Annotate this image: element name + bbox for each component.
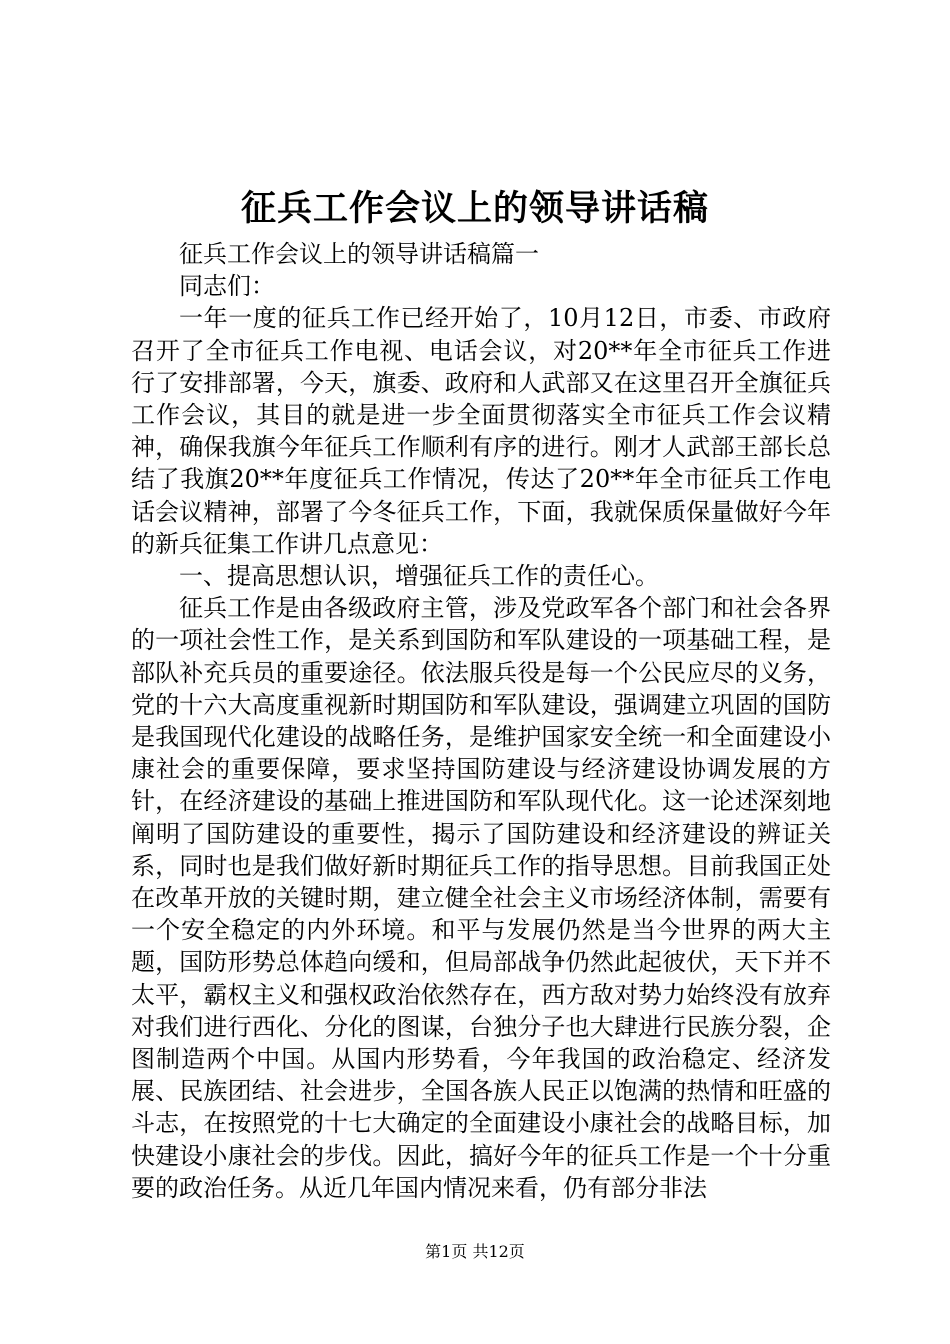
body-paragraph: 征兵工作是由各级政府主管，涉及党政军各个部门和社会各界的一项社会性工作，是关系到国防和军队建设的一项基础工程，是部队补充兵员的重要途径。依法服兵役是每一个公民应尽的义务，党的十六大高度重视新时期国防和军队建设，强调建立巩固的国防是我国现代化建设的战略任务，是维护国家安全统一和全面建设小康社会的重要保障，要求坚持国防建设与经济建设协调发展的方针，在经济建设的基础上推进国防和军队现代化。这一论述深刻地阐明了国防建设的重要性，揭示了国防建设和经济建设的辨证关系，同时也是我们做好新时期征兵工作的指导思想。目前我国正处在改革开放的关键时期，建立健全社会主义市场经济体制，需要有一个安全稳定的内外环境。和平与发展仍然是当今世界的两大主题，国防形势总体趋向缓和，但局部战争仍然此起彼伏，天下并不太平，霸权主义和强权政治依然存在，西方敌对势力始终没有放弃对我们进行西化、分化的图谋，台独分子也大肆进行民族分裂，企图制造两个中国。从国内形势看，今年我国的政治稳定、经济发展、民族团结、社会进步，全国各族人民正以饱满的热情和旺盛的斗志，在按照党的十七大确定的全面建设小康社会的战略目标，加快建设小康社会的步伐。因此，搞好今年的征兵工作是一个十分重要的政治任务。从近几年国内情况来看，仍有部分非法	[131, 594, 831, 1202]
document-body	[131, 238, 831, 1204]
salutation: 同志们：	[179, 272, 275, 301]
page-number-footer: 第1页 共12页	[425, 1242, 525, 1261]
body-paragraph: 一年一度的征兵工作已经开始了，10月12日，市委、市政府召开了全市征兵工作电视、电话会议，对20**年全市征兵工作进行了安排部署，今天，旗委、政府和人武部又在这里召开全旗征兵工作会议，其目的就是进一步全面贯彻落实全市征兵工作会议精神，确保我旗今年征兵工作顺利有序的进行。刚才人武部王部长总结了我旗20**年度征兵工作情况，传达了20**年全市征兵工作电话会议精神，部署了今冬征兵工作，下面，我就保质保量做好今年的新兵征集工作讲几点意见：	[131, 304, 831, 558]
section-heading: 征兵工作会议上的领导讲话稿篇一	[179, 240, 539, 268]
point-heading: 一、提高思想认识，增强征兵工作的责任心。	[179, 562, 659, 591]
document-title: 征兵工作会议上的领导讲话稿	[240, 189, 709, 229]
